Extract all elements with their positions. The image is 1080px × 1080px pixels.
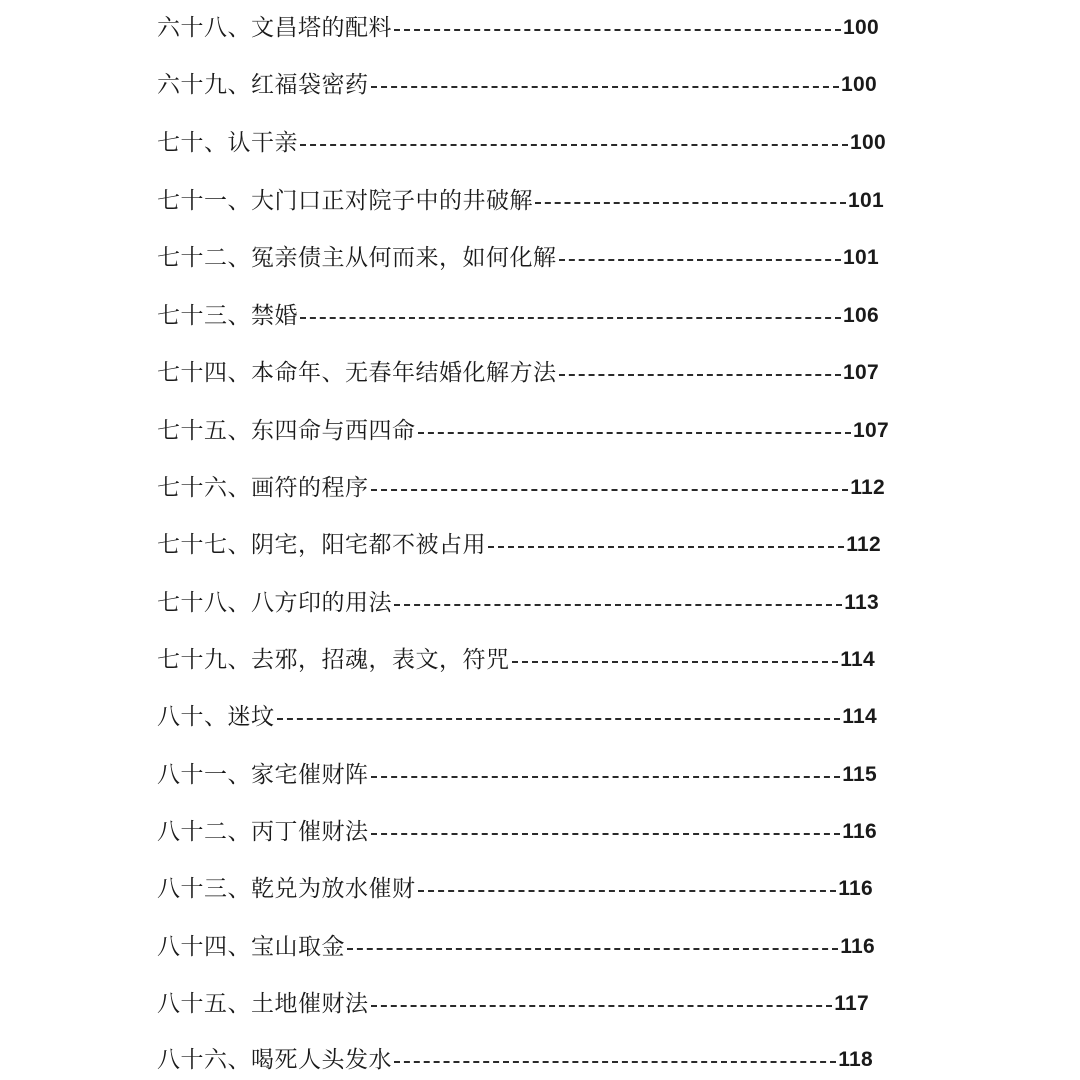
- toc-dot-leader: [394, 29, 841, 31]
- toc-entry-page: 101: [843, 246, 879, 269]
- toc-entry-page: 100: [843, 16, 879, 39]
- toc-entry-page: 117: [834, 992, 869, 1015]
- toc-entry: [157, 1040, 873, 1080]
- toc-dot-leader: [371, 833, 841, 835]
- toc-entry-title: 八十三、乾兑为放水催财: [157, 876, 416, 902]
- toc-entry-title: 七十三、禁婚: [157, 303, 298, 329]
- toc-entry-page: 112: [850, 476, 885, 499]
- toc-entry-page: 116: [840, 935, 875, 958]
- toc-dot-leader: [300, 317, 841, 319]
- toc-entry-page: 113: [844, 591, 879, 614]
- toc-entry: [157, 583, 879, 623]
- toc-dot-leader: [559, 374, 842, 376]
- toc-entry-title: 七十六、画符的程序: [157, 475, 369, 501]
- toc-entry-page: 100: [841, 73, 877, 96]
- toc-entry-page: 101: [848, 189, 884, 212]
- toc-entry-title: 七十一、大门口正对院子中的井破解: [157, 188, 533, 214]
- toc-entry-page: 115: [842, 763, 877, 786]
- toc-entry: [157, 984, 869, 1024]
- toc-dot-leader: [277, 718, 841, 720]
- toc-entry: [157, 181, 884, 221]
- toc-entry-title: 八十、迷坟: [157, 704, 275, 730]
- toc-entry-title: 七十五、东四命与西四命: [157, 418, 416, 444]
- toc-entry-title: 六十八、文昌塔的配料: [157, 15, 392, 41]
- toc-entry-page: 112: [846, 533, 881, 556]
- toc-dot-leader: [559, 259, 842, 261]
- toc-entry-page: 118: [838, 1048, 873, 1071]
- toc-entry: [157, 812, 877, 852]
- toc-entry-title: 八十五、土地催财法: [157, 991, 369, 1017]
- toc-entry: [157, 525, 881, 565]
- toc-entry: [157, 65, 877, 105]
- toc-dot-leader: [488, 546, 844, 548]
- toc-entry-title: 七十、认干亲: [157, 130, 298, 156]
- toc-entry-title: 七十二、冤亲债主从何而来，如何化解: [157, 245, 557, 271]
- toc-entry-page: 116: [838, 877, 873, 900]
- toc-entry-title: 八十六、喝死人头发水: [157, 1047, 392, 1073]
- toc-entry-page: 107: [843, 361, 879, 384]
- toc-dot-leader: [535, 202, 846, 204]
- toc-entry: [157, 468, 885, 508]
- toc-entry: [157, 640, 875, 680]
- toc-dot-leader: [418, 890, 837, 892]
- toc-entry-page: 106: [843, 304, 879, 327]
- toc-dot-leader: [371, 776, 841, 778]
- toc-dot-leader: [371, 489, 849, 491]
- toc-entry-title: 七十四、本命年、无春年结婚化解方法: [157, 360, 557, 386]
- toc-entry: [157, 927, 875, 967]
- toc-entry: [157, 238, 879, 278]
- toc-entry: [157, 755, 877, 795]
- toc-entry-title: 八十四、宝山取金: [157, 934, 345, 960]
- toc-entry-title: 七十九、去邪，招魂，表文，符咒: [157, 647, 510, 673]
- toc-entry-page: 114: [842, 705, 877, 728]
- toc-dot-leader: [394, 604, 842, 606]
- toc-dot-leader: [371, 86, 840, 88]
- toc-entry: [157, 697, 877, 737]
- toc-entry-title: 七十七、阴宅，阳宅都不被占用: [157, 532, 486, 558]
- toc-dot-leader: [418, 432, 852, 434]
- toc-entry-title: 八十二、丙丁催财法: [157, 819, 369, 845]
- toc-entry-title: 六十九、红福袋密药: [157, 72, 369, 98]
- toc-entry-page: 114: [840, 648, 875, 671]
- toc-dot-leader: [300, 144, 848, 146]
- toc-dot-leader: [512, 661, 839, 663]
- toc-entry-page: 100: [850, 131, 886, 154]
- toc-entry: [157, 123, 886, 163]
- toc-entry: [157, 869, 873, 909]
- toc-entry-page: 116: [842, 820, 877, 843]
- toc-entry-title: 七十八、八方印的用法: [157, 590, 392, 616]
- toc-dot-leader: [371, 1005, 833, 1007]
- toc-entry: [157, 8, 879, 48]
- toc-entry-title: 八十一、家宅催财阵: [157, 762, 369, 788]
- toc-dot-leader: [347, 948, 838, 950]
- toc-entry-page: 107: [853, 419, 889, 442]
- toc-entry: [157, 296, 879, 336]
- toc-entry: [157, 353, 879, 393]
- toc-dot-leader: [394, 1061, 836, 1063]
- toc-entry: [157, 411, 889, 451]
